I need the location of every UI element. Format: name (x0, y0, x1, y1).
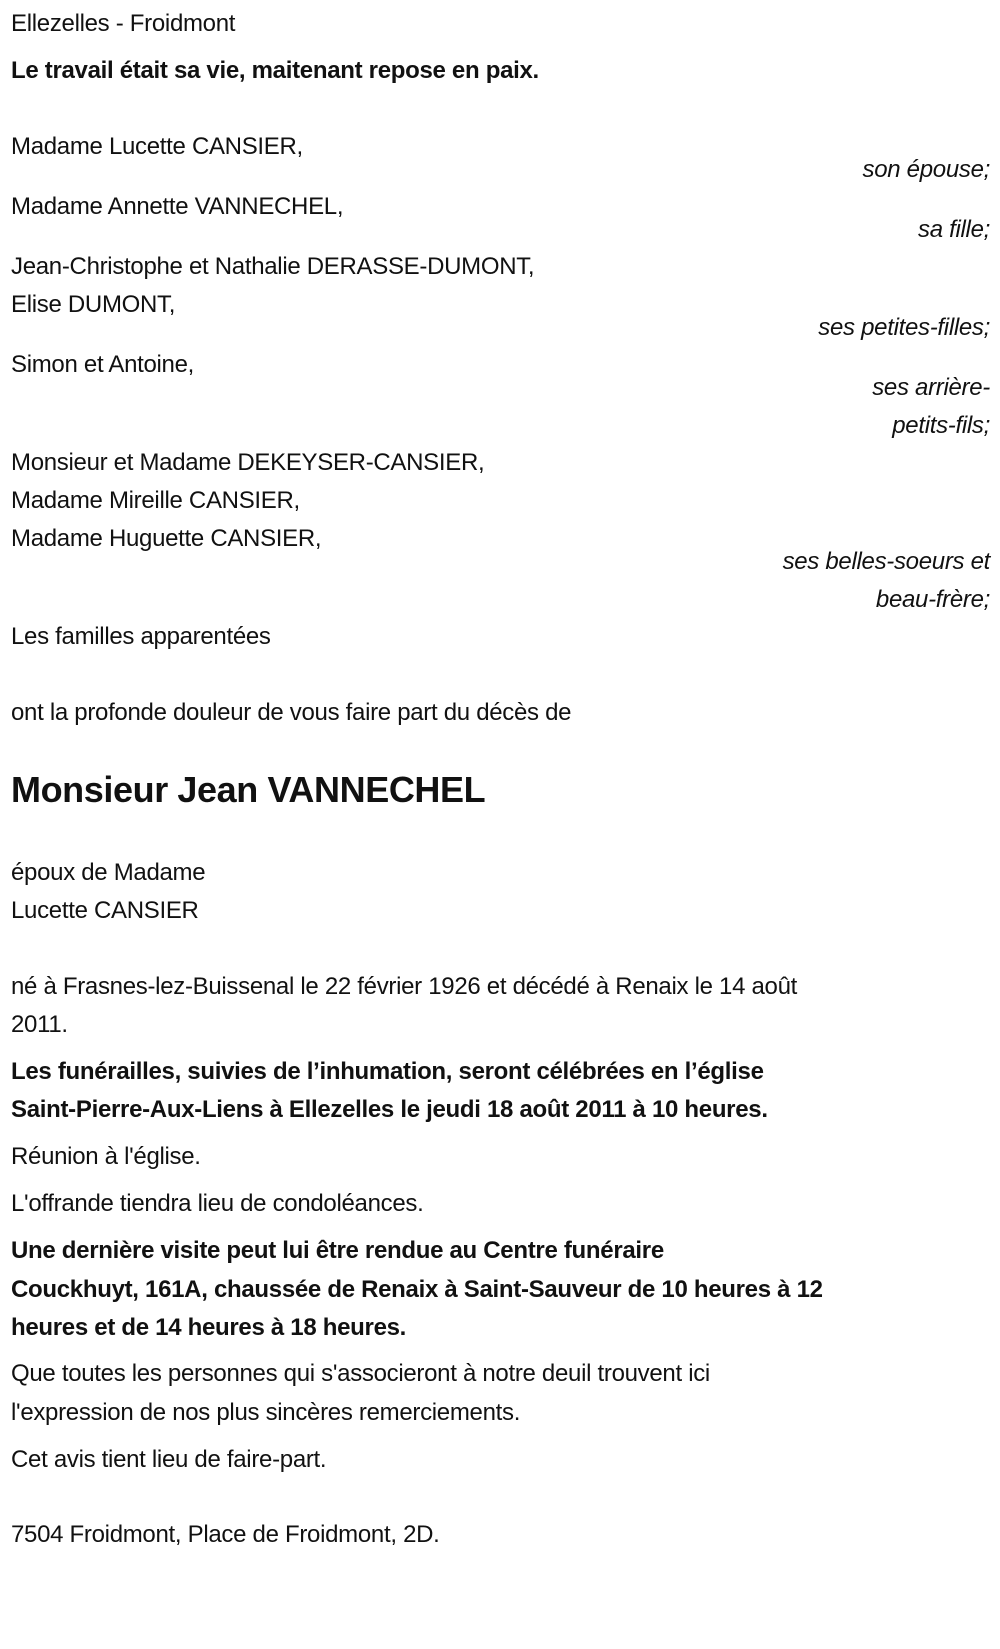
family-relation: beau-frère; (875, 586, 990, 613)
family-name: Monsieur et Madame DEKEYSER-CANSIER, (11, 449, 485, 476)
family-name: Madame Annette VANNECHEL, (11, 193, 344, 220)
family-name: Simon et Antoine, (11, 351, 195, 378)
family-relation: son épouse; (862, 156, 990, 183)
location-header: Ellezelles - Froidmont (11, 10, 236, 37)
funeral-details: Saint-Pierre-Aux-Liens à Ellezelles le jeudi 18 août 2011 à 10 heures. (11, 1096, 768, 1123)
family-name: Madame Huguette CANSIER, (11, 525, 322, 552)
offering-note: L'offrande tiendra lieu de condoléances. (11, 1190, 424, 1217)
family-name: Jean-Christophe et Nathalie DERASSE-DUMONT, (11, 253, 535, 280)
thanks-text: Que toutes les personnes qui s'associeront à notre deuil trouvent ici (11, 1360, 710, 1387)
motto: Le travail était sa vie, maitenant repose en paix. (11, 57, 539, 84)
deceased-name: Monsieur Jean VANNECHEL (11, 769, 486, 810)
related-families: Les familles apparentées (11, 623, 271, 650)
birth-death-line: né à Frasnes-lez-Buissenal le 22 février 1926 et décédé à Renaix le 14 août (11, 973, 797, 1000)
family-relation: ses arrière- (872, 374, 990, 401)
address: 7504 Froidmont, Place de Froidmont, 2D. (11, 1521, 440, 1548)
family-relation: ses belles-soeurs et (782, 548, 990, 575)
family-relation: petits-fils; (892, 412, 990, 439)
spouse-line: époux de Madame (11, 859, 206, 886)
birth-death-line: 2011. (11, 1011, 68, 1038)
family-relation: sa fille; (918, 216, 990, 243)
family-name: Elise DUMONT, (11, 291, 176, 318)
notice-text: Cet avis tient lieu de faire-part. (11, 1446, 327, 1473)
thanks-text: l'expression de nos plus sincères remerciements. (11, 1399, 521, 1426)
visit-details: Couckhuyt, 161A, chaussée de Renaix à Saint-Sauveur de 10 heures à 12 (11, 1276, 823, 1303)
announcement: ont la profonde douleur de vous faire part du décès de (11, 699, 572, 726)
spouse-line: Lucette CANSIER (11, 897, 199, 924)
family-name: Madame Lucette CANSIER, (11, 133, 303, 160)
visit-details: heures et de 14 heures à 18 heures. (11, 1314, 407, 1341)
family-relation: ses petites-filles; (818, 314, 990, 341)
meeting-note: Réunion à l'église. (11, 1143, 201, 1170)
funeral-details: Les funérailles, suivies de l’inhumation, seront célébrées en l’église (11, 1058, 764, 1085)
visit-details: Une dernière visite peut lui être rendue au Centre funéraire (11, 1237, 664, 1264)
family-name: Madame Mireille CANSIER, (11, 487, 300, 514)
